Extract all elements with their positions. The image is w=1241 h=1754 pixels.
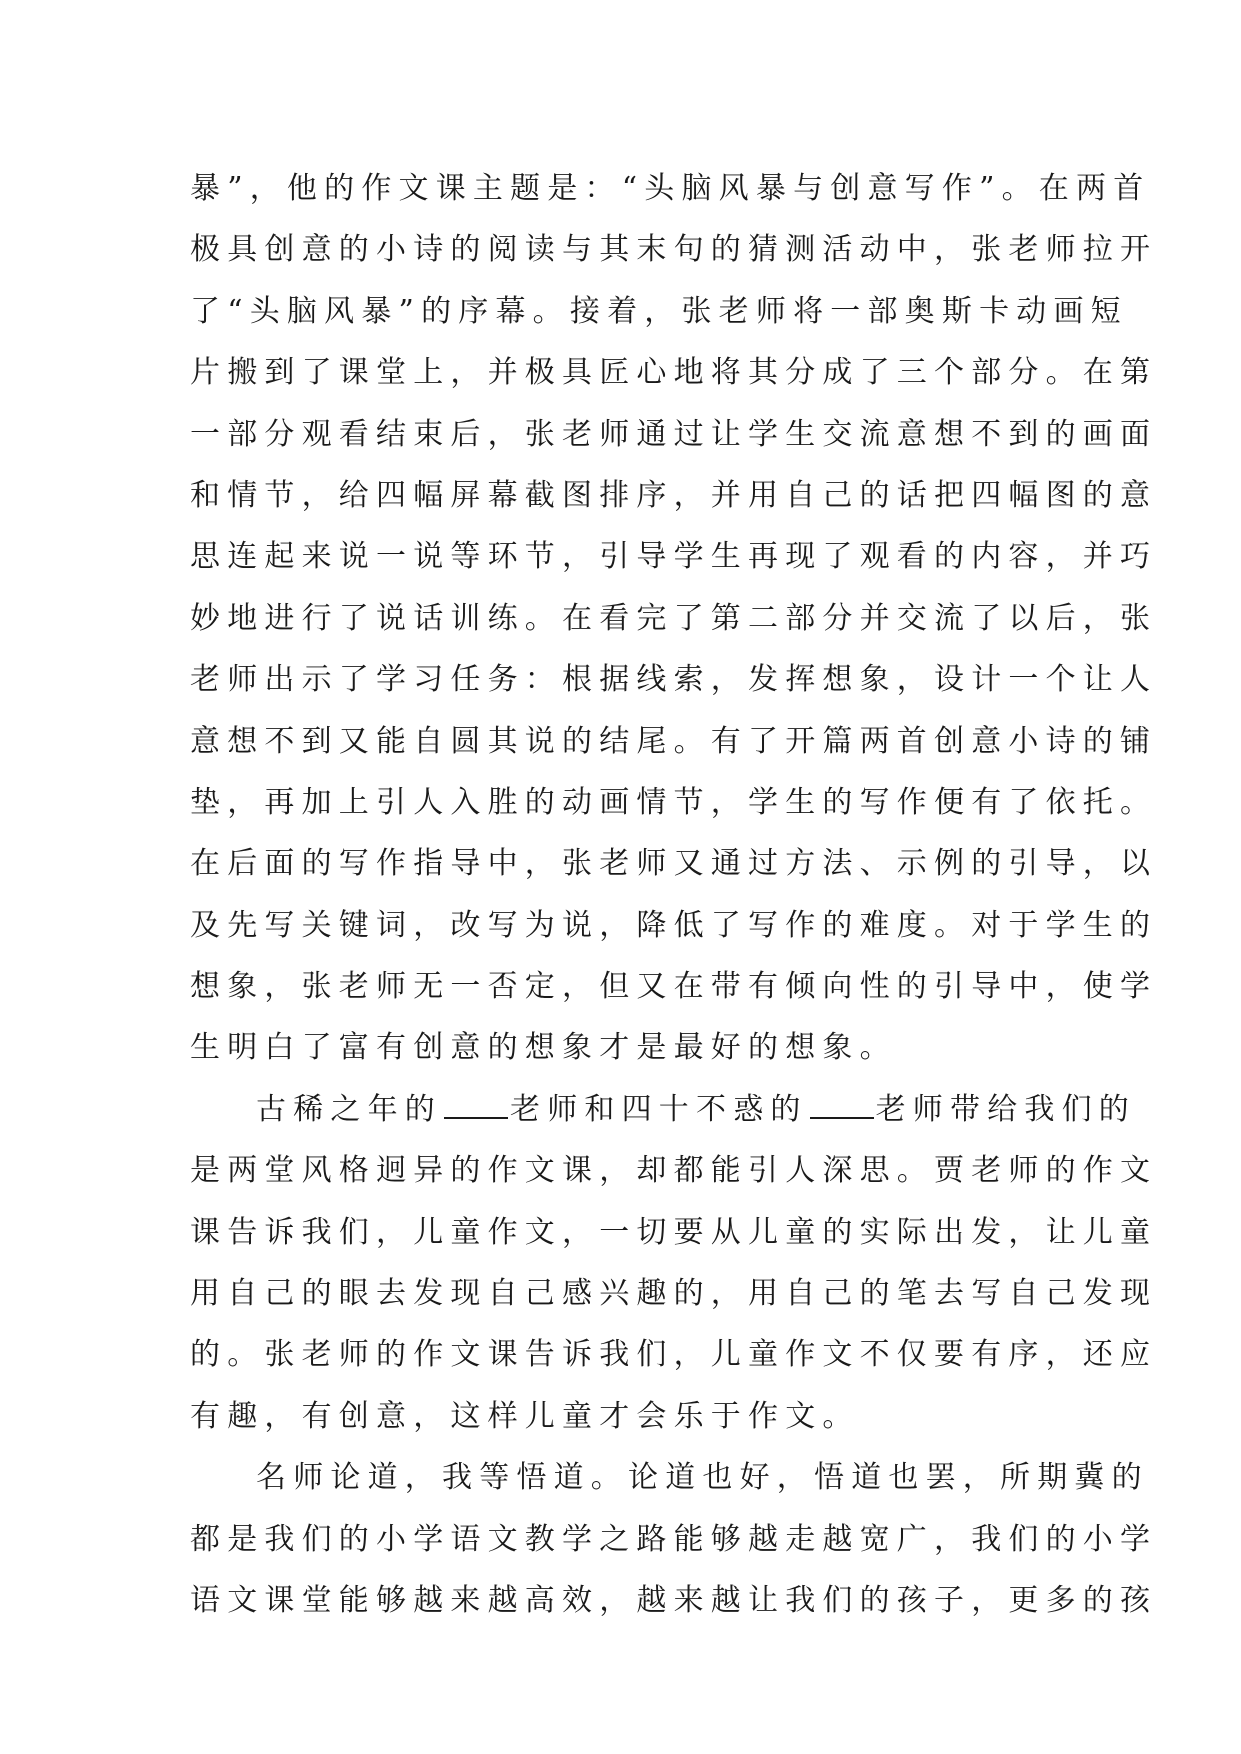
text-line: 的。张老师的作文课告诉我们，儿童作文不仅要有序，还应 <box>190 1337 1158 1373</box>
text-line: 想象，张老师无一否定，但又在带有倾向性的引导中，使学 <box>190 969 1158 1005</box>
text-line: 及先写关键词，改写为说，降低了写作的难度。对于学生的 <box>190 907 1158 943</box>
text-line: 老师出示了学习任务：根据线索，发挥想象，设计一个让人 <box>190 662 1158 698</box>
text-line: 名师论道，我等悟道。论道也好，悟道也罢，所期冀的 <box>256 1460 1149 1496</box>
text-segment: 古稀之年的 <box>256 1091 442 1127</box>
text-line-with-blanks <box>190 1079 1137 1140</box>
text-line: 暴”，他的作文课主题是：“头脑风暴与创意写作”。在两首 <box>190 171 1151 206</box>
text-line: 是两堂风格迥异的作文课，却都能引人深思。贾老师的作文 <box>190 1153 1158 1189</box>
text-line: 极具创意的小诗的阅读与其末句的猜测活动中，张老师拉开 <box>190 232 1158 268</box>
text-line: 思连起来说一说等环节，引导学生再现了观看的内容，并巧 <box>190 539 1158 575</box>
text-line: 了“头脑风暴”的序幕。接着，张老师将一部奥斯卡动画短 <box>190 293 1128 329</box>
text-line: 妙地进行了说话训练。在看完了第二部分并交流了以后，张 <box>190 600 1158 636</box>
text-segment: 老师带给我们的 <box>875 1091 1137 1127</box>
text-line: 在后面的写作指导中，张老师又通过方法、示例的引导，以 <box>190 846 1158 882</box>
text-line: 课告诉我们，儿童作文，一切要从儿童的实际出发，让儿童 <box>190 1214 1158 1250</box>
document-body <box>190 158 1158 1631</box>
blank-underline <box>810 1091 874 1119</box>
text-line: 用自己的眼去发现自己感兴趣的，用自己的笔去写自己发现 <box>190 1276 1158 1312</box>
text-line: 生明白了富有创意的想象才是最好的想象。 <box>190 1030 897 1066</box>
text-line: 都是我们的小学语文教学之路能够越走越宽广，我们的小学 <box>190 1521 1158 1557</box>
text-line: 片搬到了课堂上，并极具匠心地将其分成了三个部分。在第 <box>190 355 1158 391</box>
text-line: 垫，再加上引人入胜的动画情节，学生的写作便有了依托。 <box>190 784 1158 820</box>
text-segment: 老师和四十不惑的 <box>510 1091 808 1127</box>
text-line: 意想不到又能自圆其说的结尾。有了开篇两首创意小诗的铺 <box>190 723 1158 759</box>
paragraph-3 <box>190 1447 1158 1631</box>
paragraph-2 <box>190 1079 1158 1447</box>
blank-underline <box>444 1091 508 1119</box>
text-line: 和情节，给四幅屏幕截图排序，并用自己的话把四幅图的意 <box>190 477 1158 513</box>
text-line: 语文课堂能够越来越高效，越来越让我们的孩子，更多的孩 <box>190 1582 1158 1618</box>
text-line: 有趣，有创意，这样儿童才会乐于作文。 <box>190 1398 860 1434</box>
text-line: 一部分观看结束后，张老师通过让学生交流意想不到的画面 <box>190 416 1158 452</box>
paragraph-1 <box>190 158 1158 1079</box>
